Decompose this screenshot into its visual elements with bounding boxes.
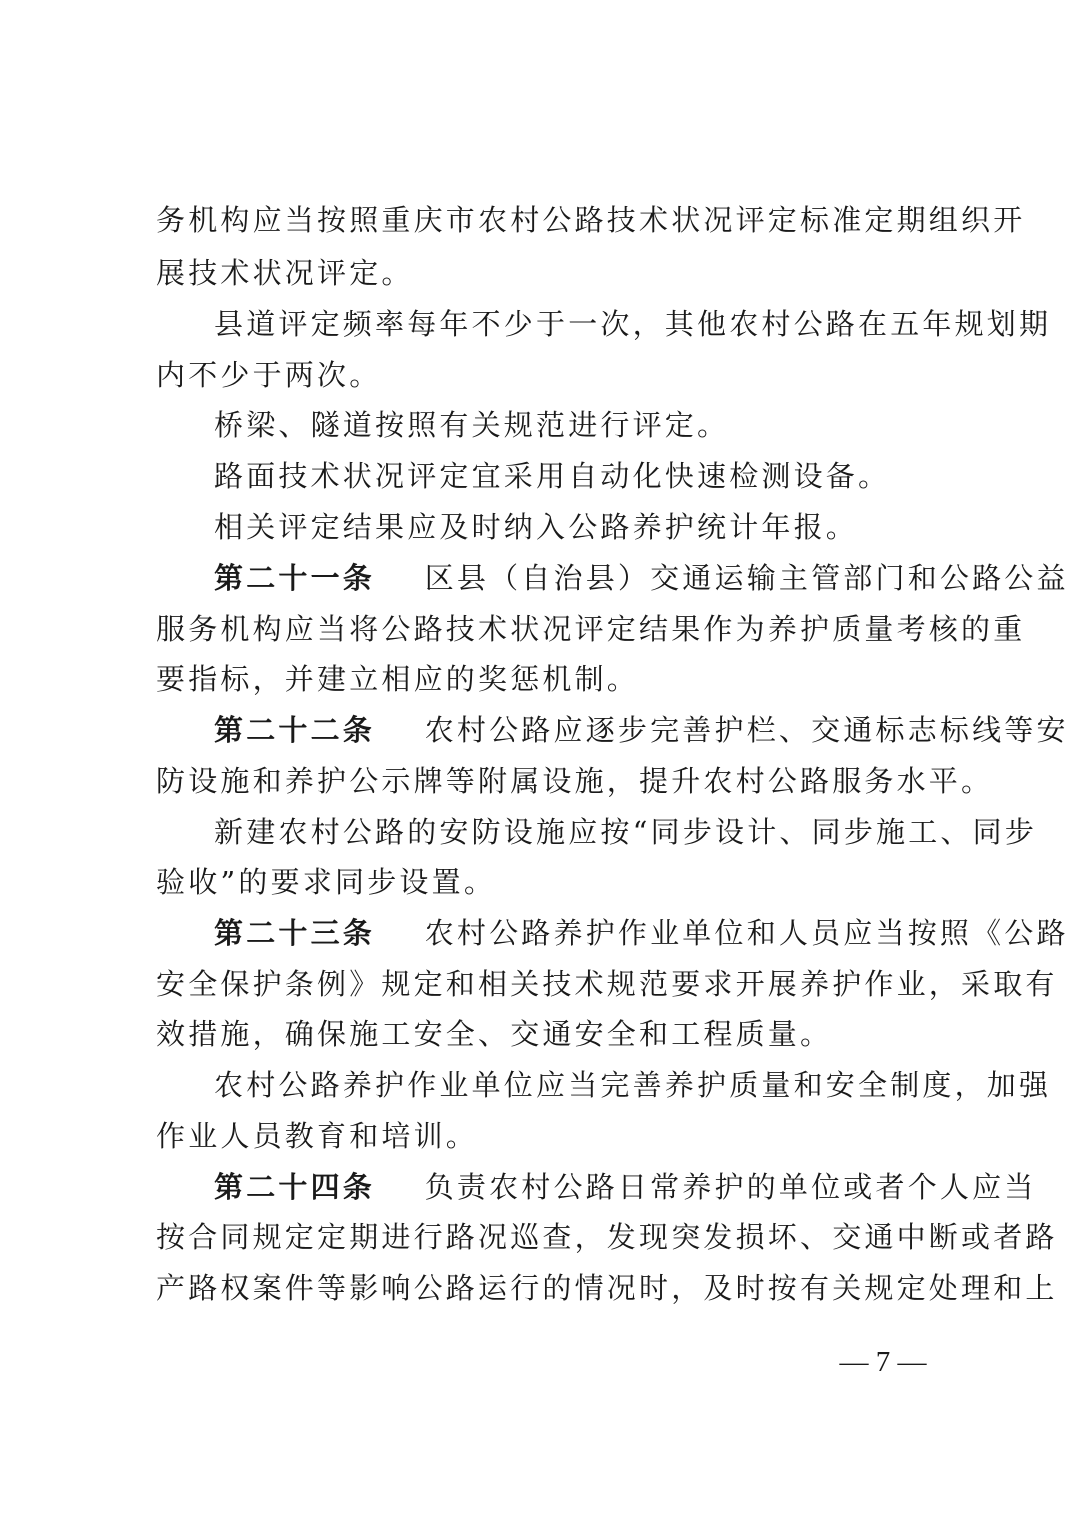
text-line [156,202,1025,242]
text-run: 服务机构应当将公路技术状况评定结果作为养护质量考核的重 [156,612,1026,646]
text-line [214,407,729,447]
text-run: 相关评定结果应及时纳入公路养护统计年报。 [214,510,859,544]
text-line [156,611,1025,651]
text-line [214,814,1037,854]
text-line [156,357,381,397]
text-run: 桥梁、隧道按照有关规范进行评定。 [214,408,730,442]
text-run: 产路权案件等影响公路运行的情况时，及时按有关规定处理和上 [156,1271,1058,1305]
text-line [156,1219,1058,1259]
text-line [156,966,1058,1006]
text-run: 效措施，确保施工安全、交通安全和工程质量。 [156,1017,833,1051]
text-line [156,1016,832,1056]
text-line [156,255,414,295]
text-run: 按合同规定定期进行路况巡查，发现突发损坏、交通中断或者路 [156,1220,1058,1254]
text-line [214,509,858,549]
text-run: 农村公路养护作业单位应当完善养护质量和安全制度，加强 [214,1068,1052,1102]
text-line [156,864,496,904]
text-run: 区县（自治县）交通运输主管部门和公路公益 [424,561,1069,595]
text-line [156,1270,1058,1310]
text-run: 内不少于两次。 [156,358,382,392]
text-line [214,712,1069,752]
text-line [156,661,639,701]
article-heading-22: 第二十二条 [214,713,376,747]
text-run: 负责农村公路日常养护的单位或者个人应当 [424,1170,1037,1204]
text-line [156,763,993,803]
text-run: 县道评定频率每年不少于一次，其他农村公路在五年规划期 [214,307,1052,341]
text-line [214,1067,1051,1107]
text-run: 务机构应当按照重庆市农村公路技术状况评定标准定期组织开 [156,203,1026,237]
text-line [214,1169,1037,1209]
text-run: 展技术状况评定。 [156,256,414,290]
text-run: 作业人员教育和培训。 [156,1119,479,1153]
text-run: 农村公路应逐步完善护栏、交通标志标线等安 [424,713,1069,747]
text-run: 安全保护条例》规定和相关技术规范要求开展养护作业，采取有 [156,967,1058,1001]
text-line [214,306,1051,346]
article-heading-24: 第二十四条 [214,1170,376,1204]
page-number: — 7 — [839,1346,927,1378]
text-line [214,915,1069,955]
article-heading-23: 第二十三条 [214,916,376,950]
text-line [214,458,890,498]
text-line [156,1118,478,1158]
text-run: 路面技术状况评定宜采用自动化快速检测设备。 [214,459,891,493]
text-line [214,560,1069,600]
text-run: 验收”的要求同步设置。 [156,865,497,899]
text-run: 要指标，并建立相应的奖惩机制。 [156,662,640,696]
article-heading-21: 第二十一条 [214,561,376,595]
text-run: 防设施和养护公示牌等附属设施，提升农村公路服务水平。 [156,764,994,798]
text-run: 农村公路养护作业单位和人员应当按照《公路 [424,916,1069,950]
text-run: 新建农村公路的安防设施应按“同步设计、同步施工、同步 [214,815,1038,849]
